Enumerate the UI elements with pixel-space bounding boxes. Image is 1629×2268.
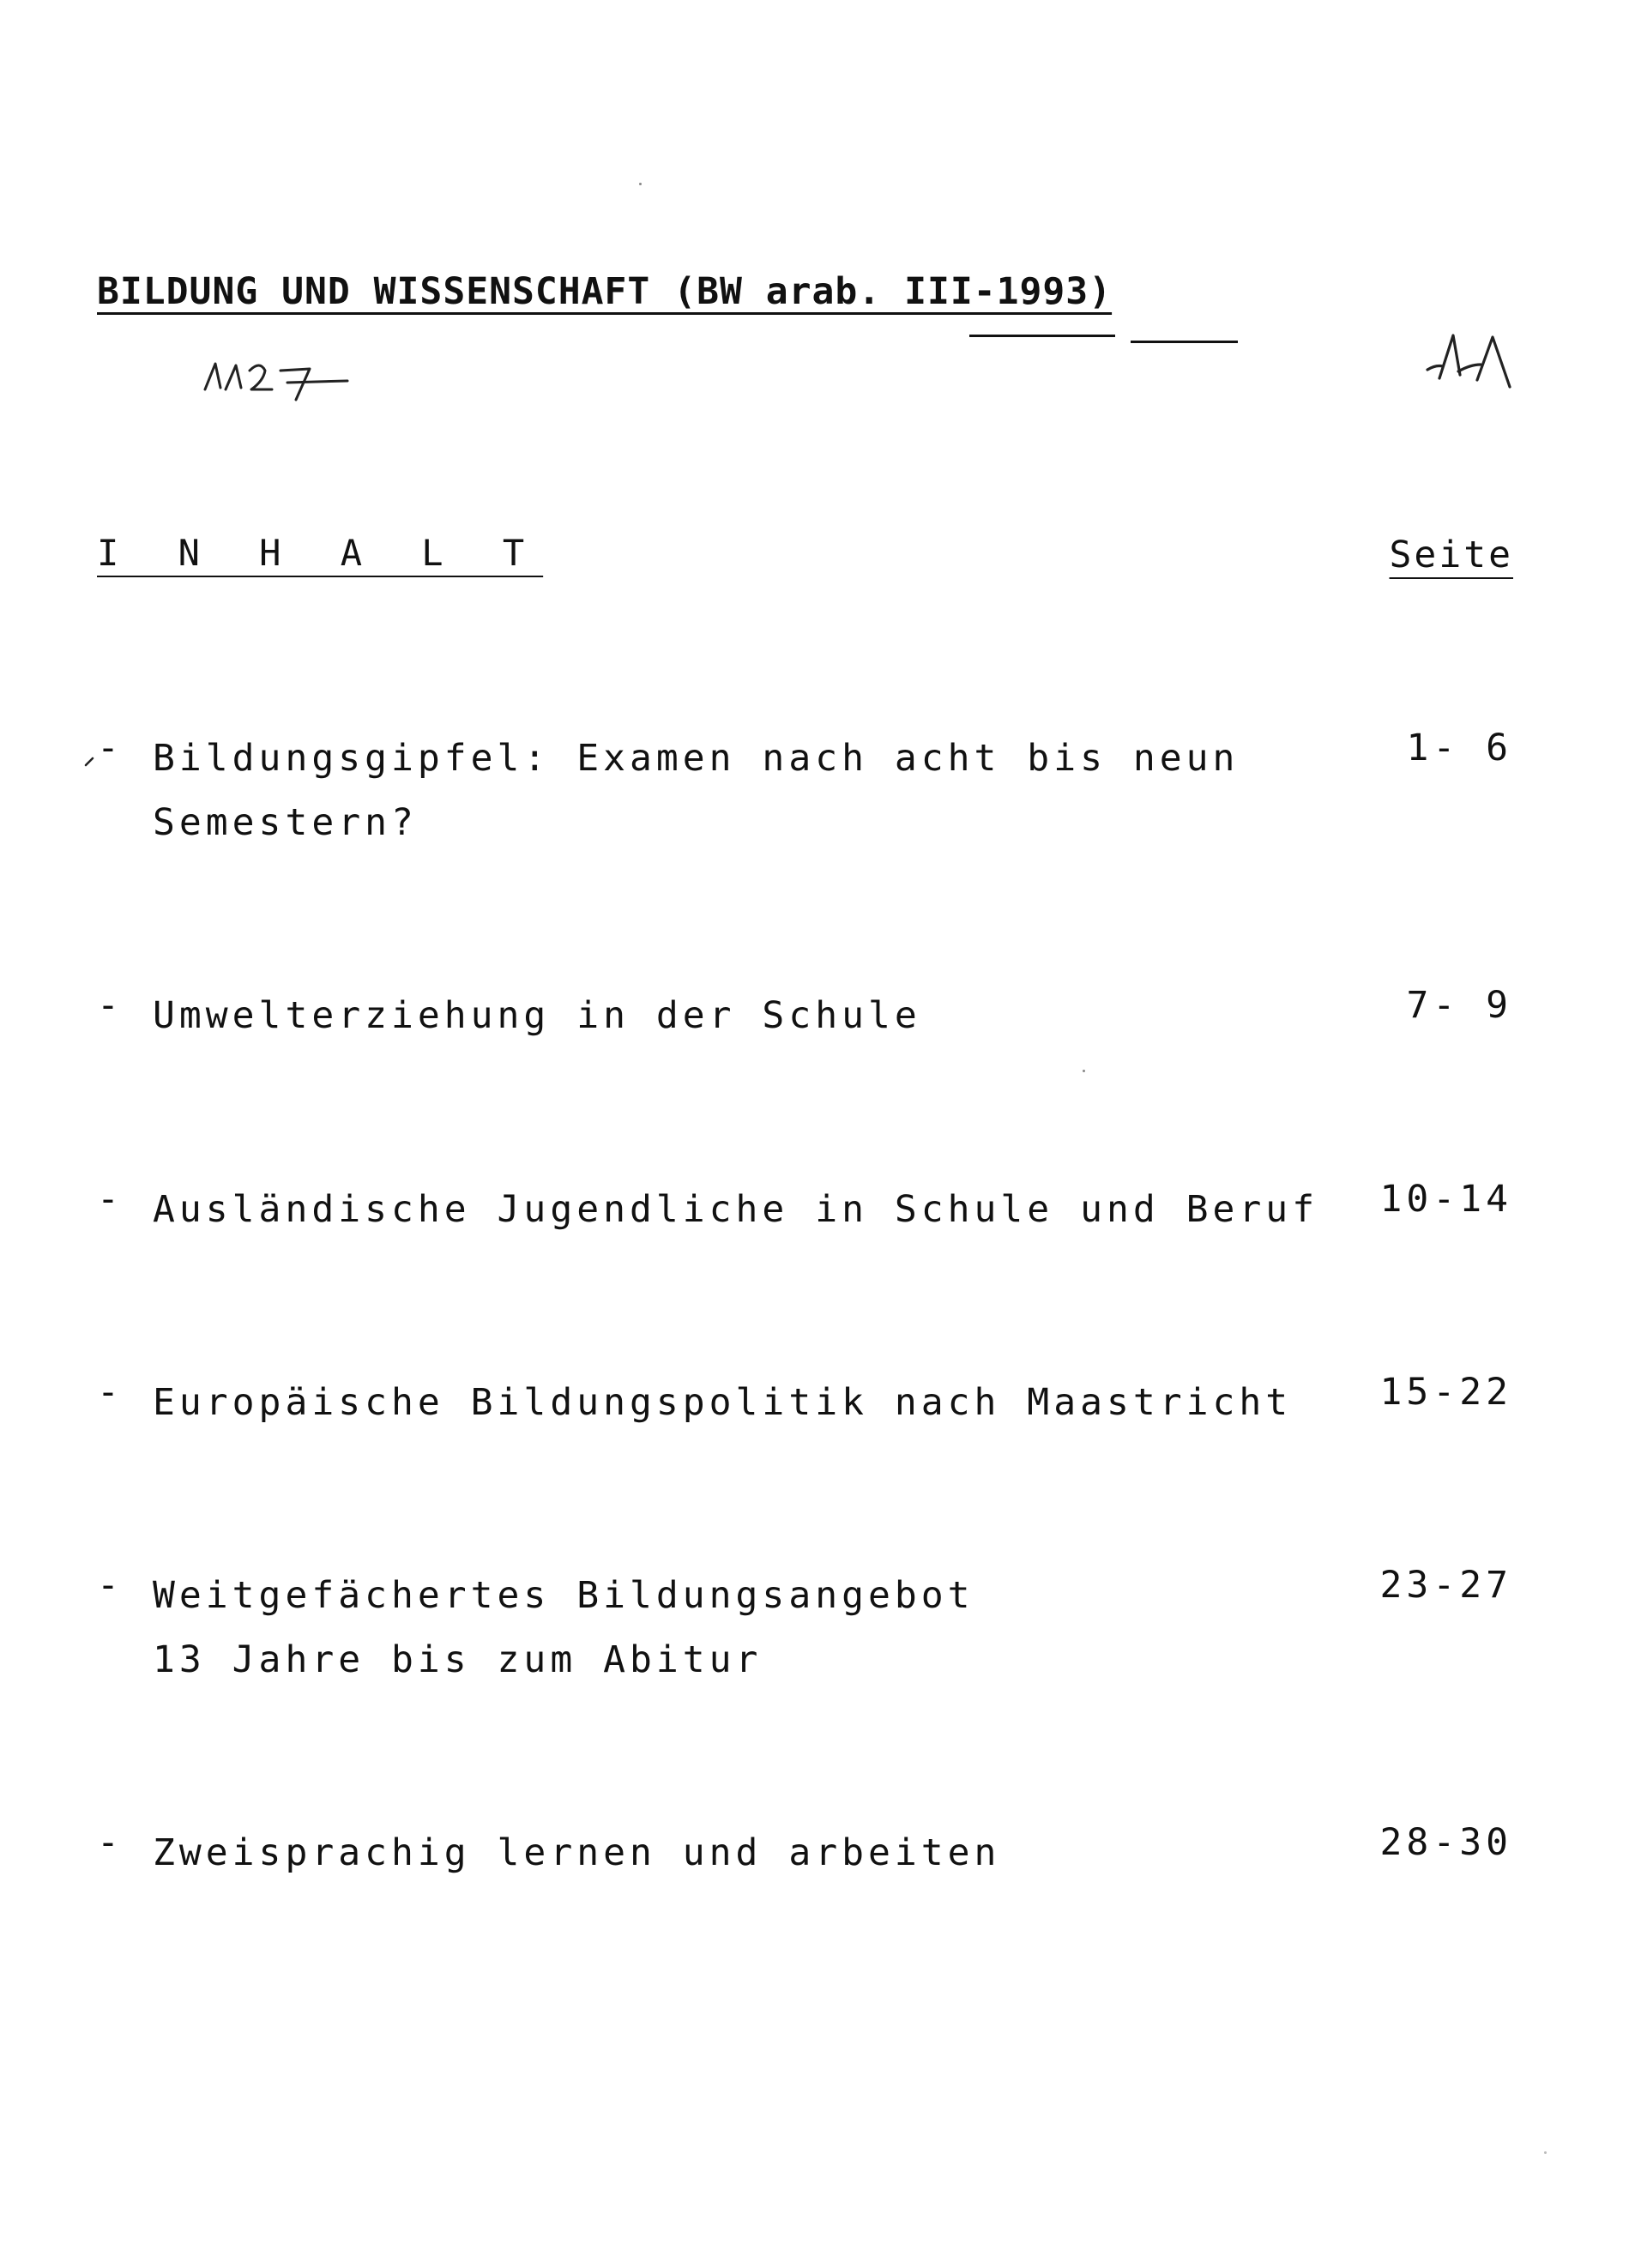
entry-marker: - — [97, 984, 124, 1027]
entry-title-line: 13 Jahre bis zum Abitur — [153, 1638, 763, 1681]
entry-marker: - — [97, 1821, 124, 1864]
entry-pages: 15-22 — [1379, 1371, 1512, 1414]
entry-pages: 28-30 — [1379, 1821, 1512, 1864]
entry-title — [153, 727, 1239, 855]
handwritten-page-mark — [1424, 330, 1544, 399]
entry-title — [153, 1371, 1292, 1435]
entry-title-line: Europäische Bildungspolitik nach Maastricht — [153, 1381, 1293, 1424]
scan-speck — [639, 183, 642, 185]
entry-title-line: Zweisprachig lernen und arbeiten — [153, 1831, 1001, 1874]
title-extra-underline — [969, 335, 1115, 337]
entry-title-line: Umwelterziehung in der Schule — [153, 994, 921, 1037]
scan-speck — [1083, 1070, 1085, 1072]
entry-title — [153, 984, 921, 1048]
title-extra-underline-2 — [1131, 341, 1238, 343]
entry-title — [153, 1564, 974, 1692]
entry-title-line: Ausländische Jugendliche in Schule und Beruf — [153, 1188, 1319, 1231]
pen-tick-mark — [84, 755, 96, 767]
handwritten-number-signature — [202, 352, 352, 412]
entry-title — [153, 1821, 1000, 1885]
entry-title-line: Weitgefächertes Bildungsangebot — [153, 1574, 974, 1617]
entry-title-line: Bildungsgipfel: Examen nach acht bis neun — [153, 737, 1240, 780]
page-column-label: Seite — [1389, 534, 1513, 576]
entry-title-line: Semestern? — [153, 801, 418, 844]
contents-heading: I N H A L T — [97, 532, 544, 574]
entry-marker: - — [97, 727, 124, 769]
entry-title — [153, 1178, 1318, 1242]
entry-pages: 23-27 — [1379, 1564, 1512, 1607]
entry-marker: - — [97, 1371, 124, 1414]
entry-marker: - — [97, 1564, 124, 1607]
entry-marker: - — [97, 1178, 124, 1221]
document-title: BILDUNG UND WISSENSCHAFT (BW arab. III-1993) — [97, 270, 1113, 313]
entry-pages: 10-14 — [1379, 1178, 1512, 1221]
entry-pages: 1- 6 — [1406, 727, 1512, 769]
scan-speck — [1544, 2151, 1547, 2154]
entry-pages: 7- 9 — [1406, 984, 1512, 1027]
